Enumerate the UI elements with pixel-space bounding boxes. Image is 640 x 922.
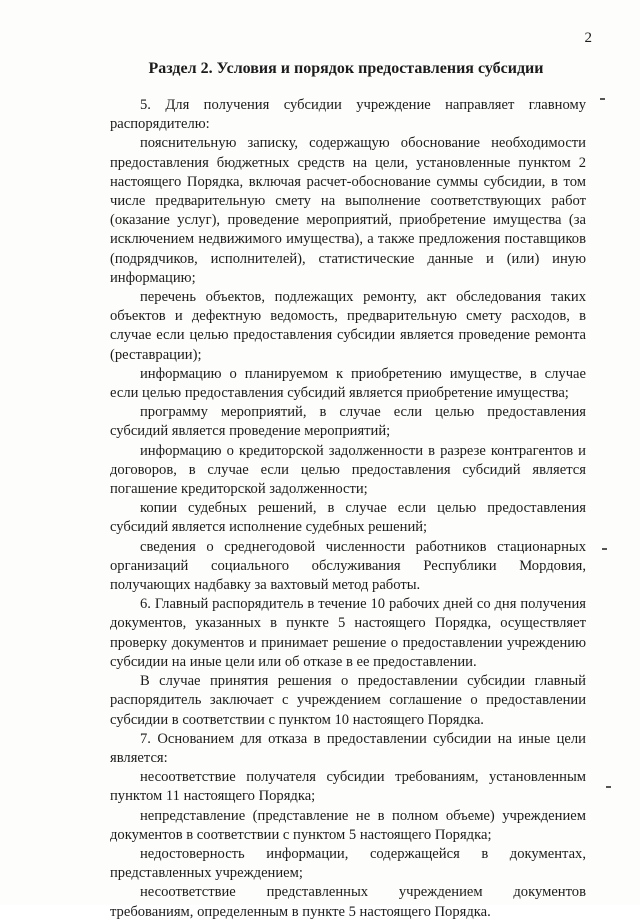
scan-mark [606, 786, 611, 788]
paragraph: сведения о среднегодовой численности работников стационарных организаций социального обслуживания Республики Мордовия, получающих надбавку за вахтовый метод работы. [110, 538, 586, 594]
paragraph: информацию о планируемом к приобретению имуществе, в случае если целью предоставления субсидий является приобретение имущества; [110, 365, 586, 402]
paragraph: 7. Основанием для отказа в предоставлении субсидии на иные цели является: [110, 730, 586, 766]
paragraph: недостоверность информации, содержащейся в документах, представленных учреждением; [110, 845, 586, 882]
document-body [110, 96, 586, 922]
scan-mark [600, 98, 605, 100]
page-number: 2 [584, 30, 592, 46]
paragraph: пояснительную записку, содержащую обоснование необходимости предоставления бюджетных средств на цели, установленные пунктом 2 настоящего Порядка, включая расчет-обоснование суммы субсидии, в том числе предварительную смету на выполнение соответствующих работ (оказание услуг), проведение мероприятий, приобретение имущества (за исключением недвижимого имущества), а также предложения поставщиков (подрядчиков, исполнителей), статистические данные и (или) иную информацию; [110, 135, 586, 286]
paragraph: непредставление (представление не в полном объеме) учреждением документов в соответствии с пунктом 5 настоящего Порядка; [110, 807, 586, 843]
paragraph: несоответствие получателя субсидии требованиям, установленным пунктом 11 настоящего Порядка; [110, 769, 586, 805]
section-heading: Раздел 2. Условия и порядок предоставления субсидии [148, 60, 544, 77]
scan-mark [602, 548, 607, 550]
paragraph: информацию о кредиторской задолженности в разрезе контрагентов и договоров, в случае если целью предоставления субсидий является погашение кредиторской задолженности; [110, 442, 586, 498]
paragraph: В случае принятия решения о предоставлении субсидии главный распорядитель заключает с учреждением соглашение о предоставлении субсидии в соответствии с пунктом 10 настоящего Порядка. [110, 673, 586, 728]
paragraph: 6. Главный распорядитель в течение 10 рабочих дней со дня получения документов, указанных в пункте 5 настоящего Порядка, осуществляет проверку документов и принимает решение о предоставлении учреждению субсидии на иные цели или об отказе в ее предоставлении. [110, 596, 586, 670]
paragraph: несоответствие представленных учреждением документов требованиям, определенным в пункте 5 настоящего Порядка. [110, 884, 586, 920]
paragraph: копии судебных решений, в случае если целью предоставления субсидий является исполнение судебных решений; [110, 500, 586, 536]
paragraph: перечень объектов, подлежащих ремонту, акт обследования таких объектов и дефектную ведомость, предварительную смету расходов, в случае если целью предоставления субсидии является проведение ремонта (реставрации); [110, 289, 586, 363]
paragraph: 5. Для получения субсидии учреждение направляет главному распорядителю: [110, 97, 586, 133]
paragraph: программу мероприятий, в случае если целью предоставления субсидий является проведение мероприятий; [110, 404, 586, 440]
